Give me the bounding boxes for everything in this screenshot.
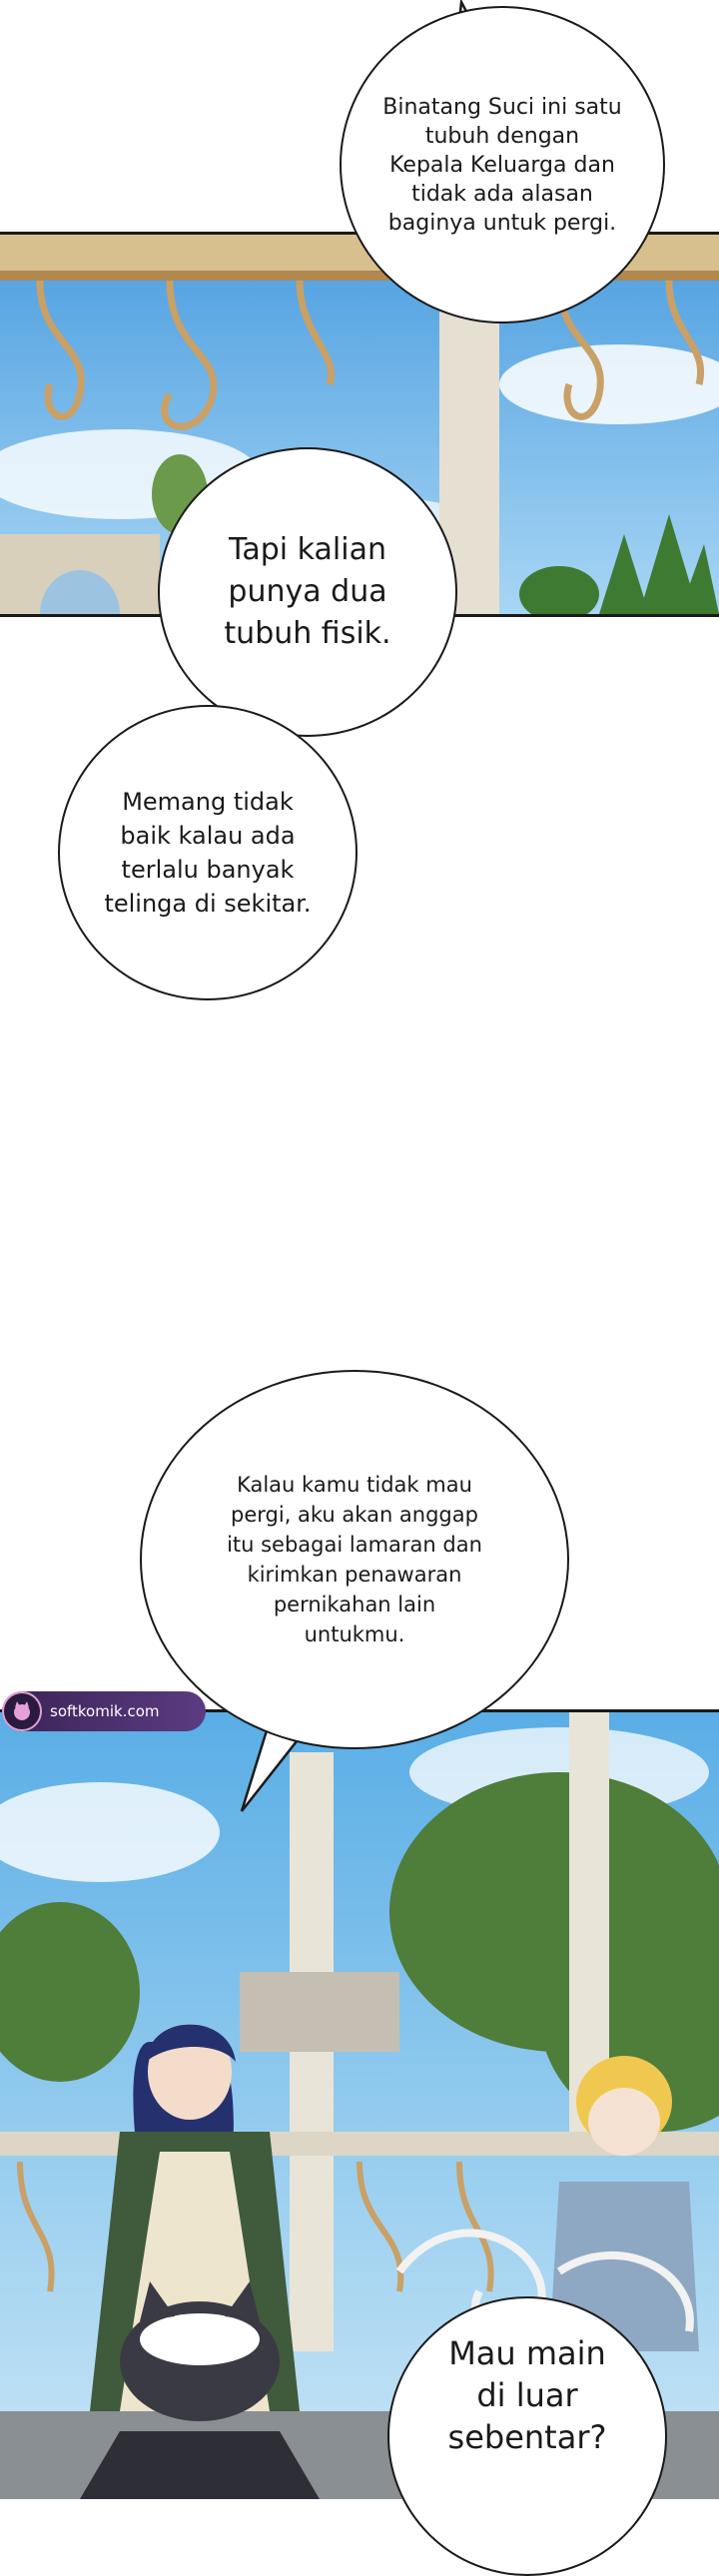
speech-bubble-play-outside <box>387 2296 667 2576</box>
bubble-text: Tapi kalian punya dua tubuh fisik. <box>224 532 391 651</box>
watermark-badge <box>2 1691 206 1731</box>
speech-bubble-marriage-offer <box>140 1370 569 1749</box>
watermark-text: softkomik.com <box>50 1702 160 1720</box>
speech-bubble-too-many-ears <box>58 705 358 1000</box>
bubble-text: Kalau kamu tidak mau pergi, aku akan anggap itu sebagai lamaran dan kirimkan penawaran pernikahan lain untukmu. <box>227 1473 482 1646</box>
bubble-text: Mau main di luar sebentar? <box>447 2334 607 2456</box>
speech-bubble-holy-beast <box>340 6 665 323</box>
bubble-text: Memang tidak baik kalau ada terlalu banyak telinga di sekitar. <box>104 788 312 918</box>
speech-bubble-two-bodies <box>158 447 457 737</box>
bubble-text: Binatang Suci ini satu tubuh dengan Kepala Keluarga dan tidak ada alasan baginya untuk pergi. <box>382 94 622 236</box>
cat-logo-icon <box>2 1691 42 1731</box>
